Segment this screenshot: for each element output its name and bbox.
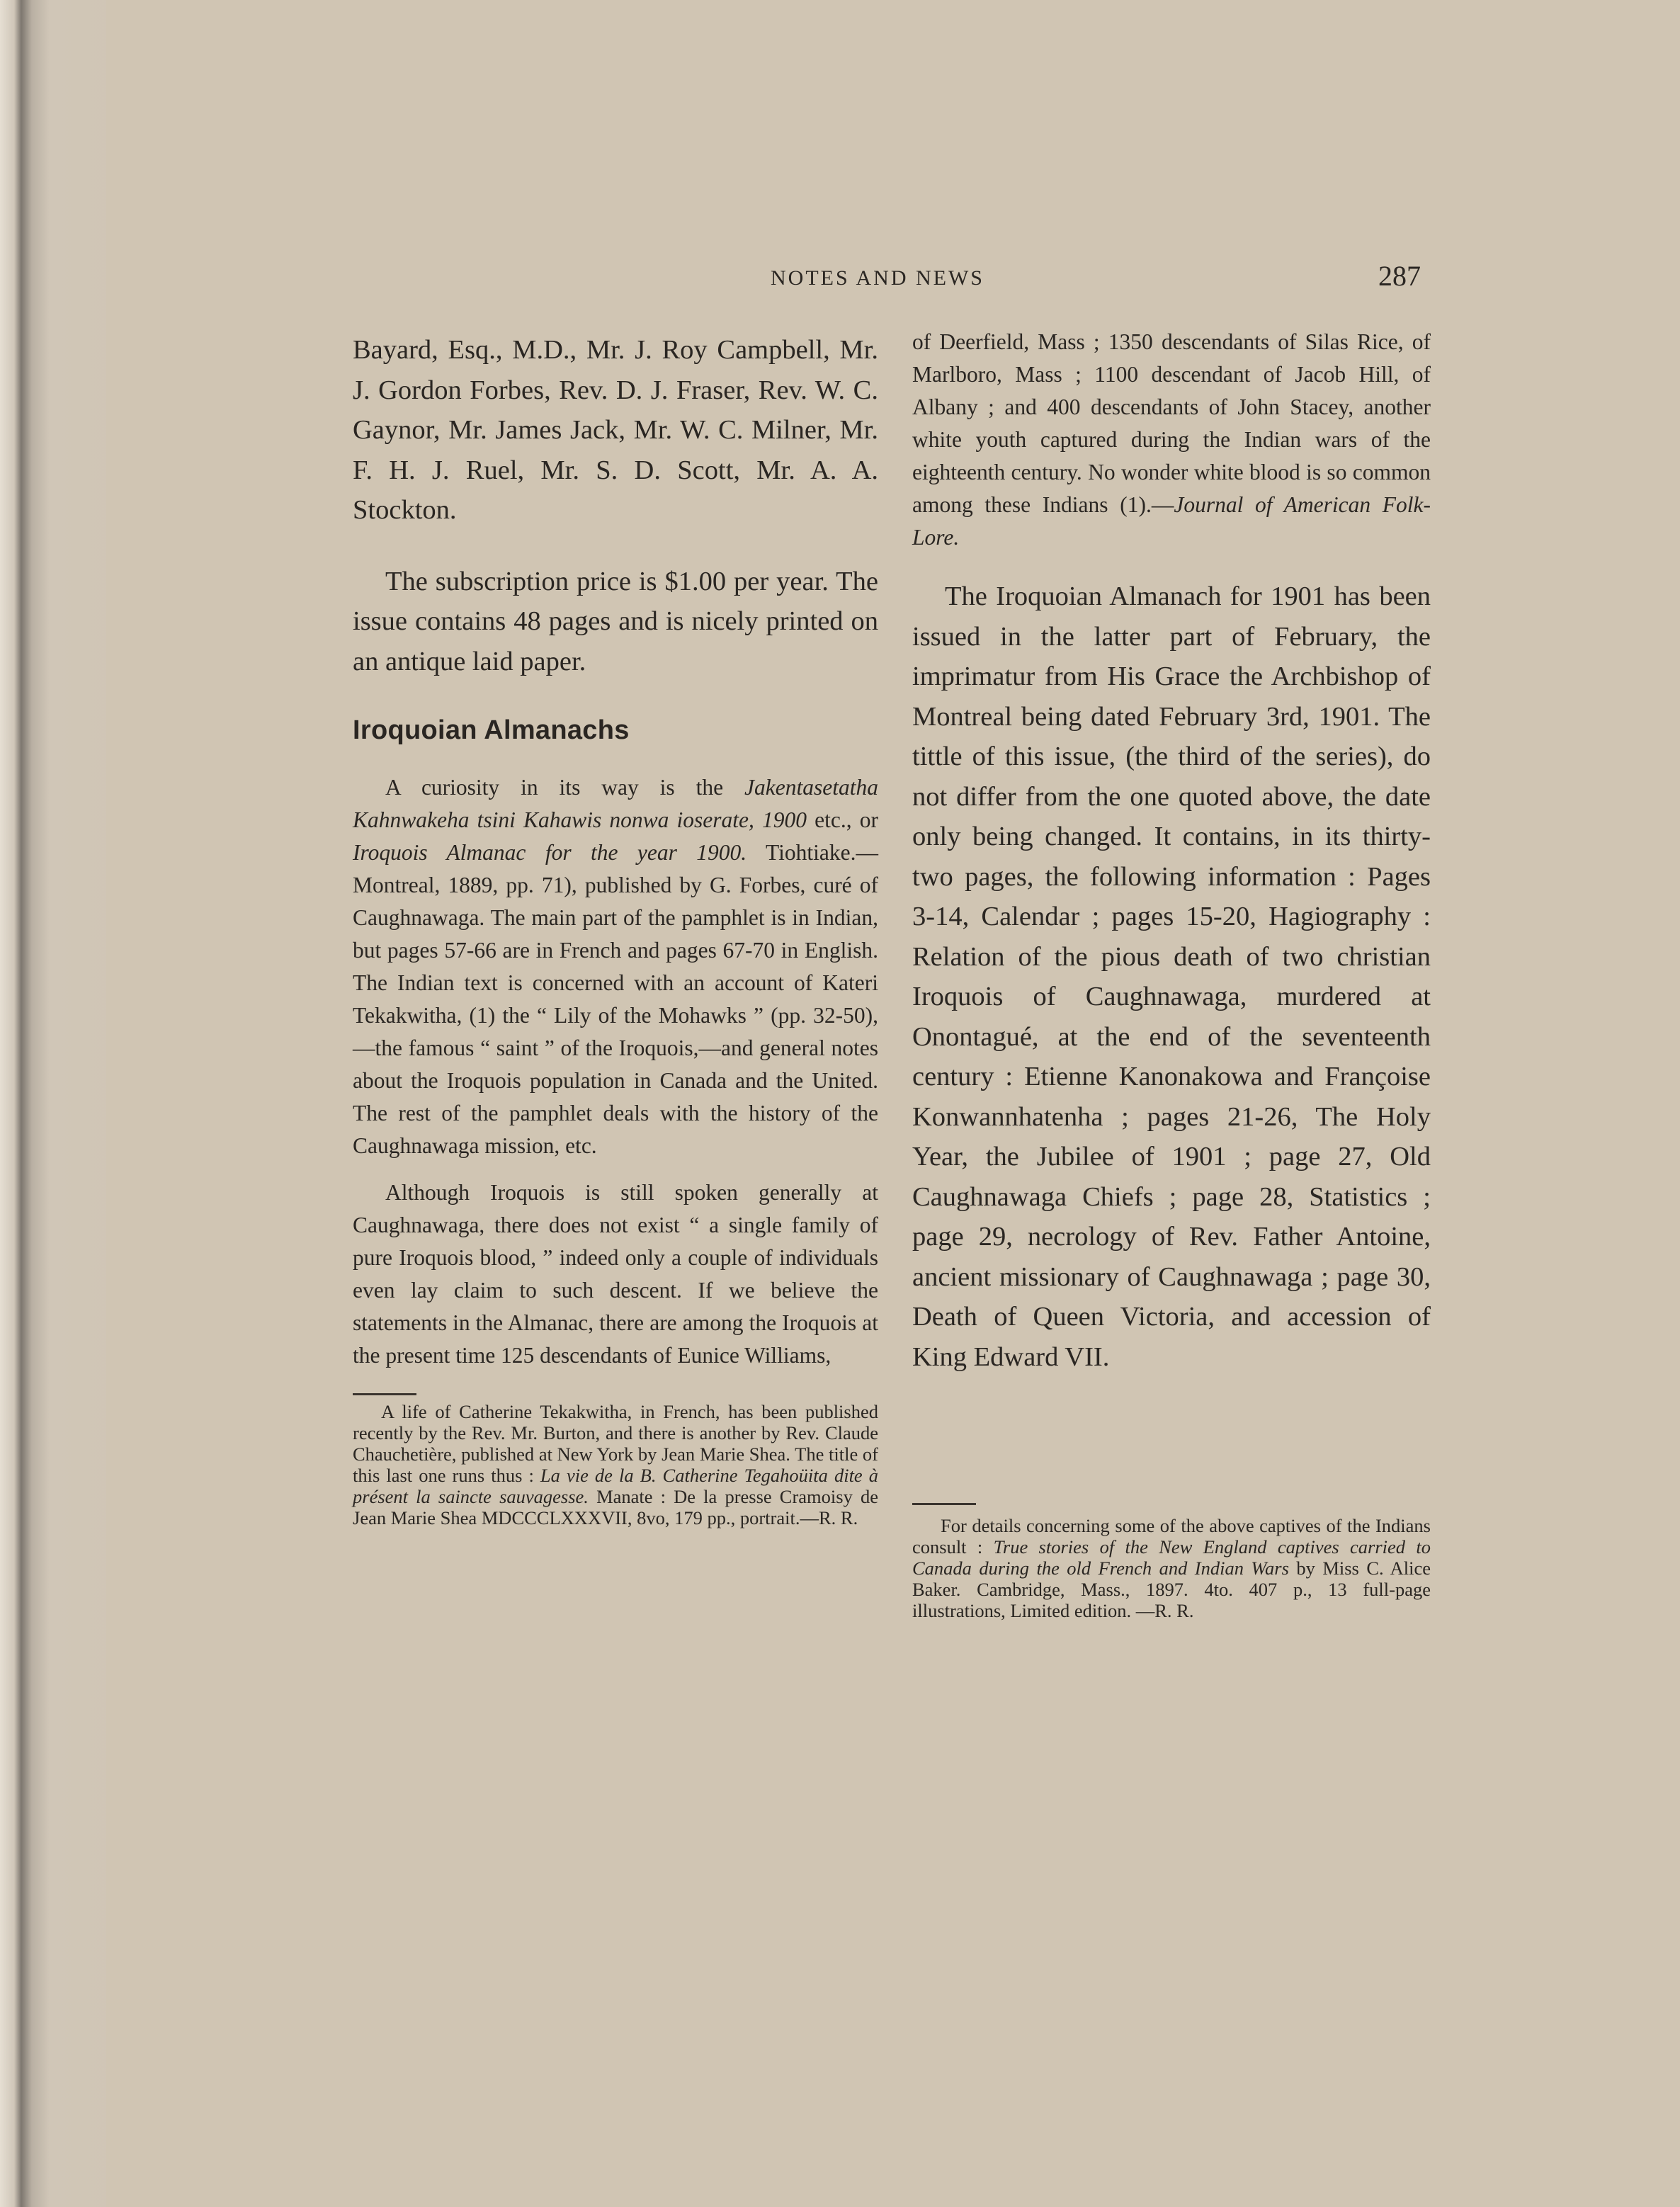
text-run: by Miss C. Alice Baker. Cambridge, Mass., 1897. 4to. 407 p., 13 full-page illustrations, Limited edition. —R. R. (912, 1558, 1431, 1621)
descendants-paragraph (912, 326, 1431, 554)
section-heading: Iroquoian Almanachs (353, 715, 630, 745)
footnote-rule (353, 1393, 416, 1395)
footnote-right (912, 1515, 1431, 1621)
almanac-title-italic: Jakentasetatha Kahnwakeha tsini Kahawis nonwa ioserate, 1900 (353, 775, 878, 832)
iroquois-language-paragraph: Although Iroquois is still spoken generally at Caughnawaga, there does not exist “ a single family of pure Iroquois blood, ” indeed only a couple of individuals even lay claim to such descent. If we believe the statements in the Almanac, there are among the Iroquois at the present time 125 descendants of Eunice Williams, (353, 1180, 878, 1368)
text-run: Manate : De la presse Cramoisy de Jean Marie Shea MDCCCLXXXVII, 8vo, 179 pp., portrait.—R. R. (353, 1486, 878, 1528)
right-column (912, 326, 1431, 1621)
journal-citation-italic: Journal of American Folk-Lore. (912, 492, 1431, 550)
left-column (353, 330, 878, 1528)
footnote-book-title-italic: True stories of the New England captives carried to Canada during the old French and Indian Wars (912, 1536, 1431, 1579)
page-sheet (106, 0, 1680, 2207)
running-head: NOTES AND NEWS (771, 266, 984, 290)
almanac-curiosity-paragraph (353, 771, 878, 1162)
text-run: etc., or (807, 807, 878, 832)
almanac-english-title-italic: Iroquois Almanac for the year 1900. (353, 840, 747, 865)
footnote-left (353, 1401, 878, 1528)
footnote-title-italic: La vie de la B. Catherine Tegahoüita dite à présent la saincte sauvagesse. (353, 1465, 879, 1507)
text-run: For details concerning some of the above captives of the Indians consult : (912, 1515, 1431, 1558)
almanach-1901-paragraph: The Iroquoian Almanach for 1901 has been issued in the latter part of February, the imprimatur from His Grace the Archbishop of Montreal being dated February 3rd, 1901. The tittle of this issue, (the third of the series), do not differ from the one quoted above, the date only being changed. It contains, in its thirty-two pages, the following information : Pages 3-14, Calendar ; pages 15-20, Hagiography : Relation of the pious death of two christian Iroquois of Caughnawaga, murdered at Onontagué, at the end of the seventeenth century : Etienne Kanonakowa and Françoise Konwannhatenha ; pages 21-26, The Holy Year, the Jubilee of 1901 ; page 27, Old Caughnawaga Chiefs ; page 28, Statistics ; page 29, necrology of Rev. Father Antoine, ancient missionary of Caughnawaga ; page 30, Death of Queen Victoria, and accession of King Edward VII. (912, 581, 1431, 1372)
text-run: Tiohtiake.—Montreal, 1889, pp. 71), published by G. Forbes, curé of Caughnawaga. The main part of the pamphlet is in Indian, but pages 57-66 are in French and pages 67-70 in English. The Indian text is concerned with an account of Kateri Tekakwitha, (1) the “ Lily of the Mohawks ” (pp. 32-50),—the famous “ saint ” of the Iroquois,—and general notes about the Iroquois population in Canada and the United. The rest of the pamphlet deals with the history of the Caughnawaga mission, etc. (353, 840, 878, 1158)
page-number: 287 (1378, 260, 1421, 292)
text-run: A life of Catherine Tekakwitha, in French, has been published recently by the Rev. Mr. Burton, and there is another by Rev. Claude Chauchetière, published at New York by Jean Marie Shea. The title of this last one runs thus : (353, 1401, 878, 1486)
text-run: A curiosity in its way is the (385, 775, 745, 800)
footnote-rule (912, 1503, 976, 1505)
subscription-paragraph: The subscription price is $1.00 per year. The issue contains 48 pages and is nicely printed on an antique laid paper. (353, 566, 878, 676)
text-run: of Deerfield, Mass ; 1350 descendants of Silas Rice, of Marlboro, Mass ; 1100 descendant of Jacob Hill, of Albany ; and 400 descendants of John Stacey, another white youth captured during the Indian wars of the eighteenth century. No wonder white blood is so common among these Indians (1).— (912, 329, 1431, 517)
member-list-paragraph: Bayard, Esq., M.D., Mr. J. Roy Campbell, Mr. J. Gordon Forbes, Rev. D. J. Fraser, Rev. W. C. Gaynor, Mr. James Jack, Mr. W. C. Milner, Mr. F. H. J. Ruel, Mr. S. D. Scott, Mr. A. A. Stockton. (353, 335, 878, 525)
